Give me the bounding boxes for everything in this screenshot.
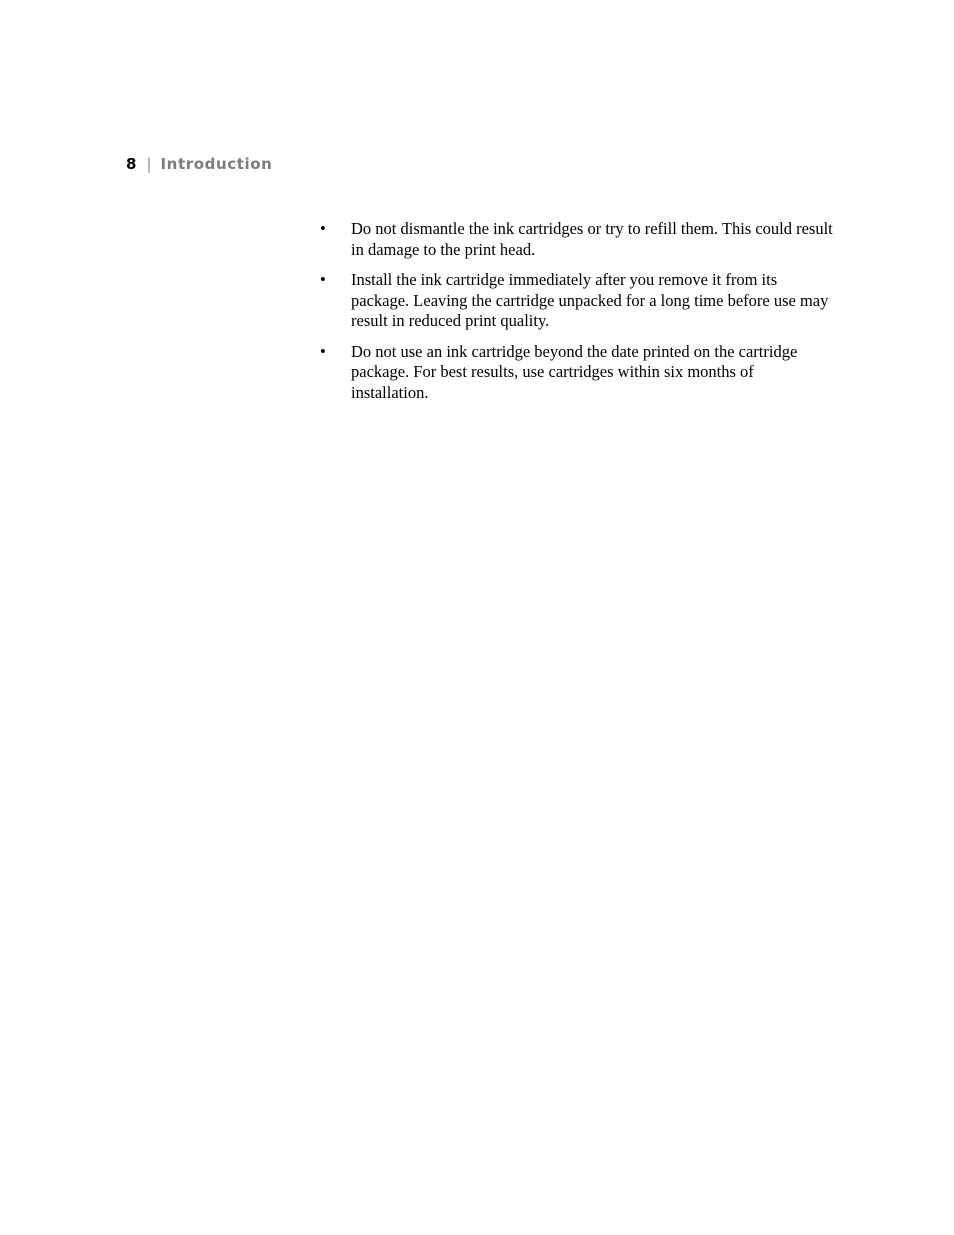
list-item	[320, 342, 835, 404]
list-item-text: Do not use an ink cartridge beyond the date printed on the cartridge package. For best results, use cartridges within six months of installation.	[351, 341, 798, 402]
precautions-list	[320, 219, 835, 413]
bullet-icon: •	[320, 219, 326, 238]
section-title: Introduction	[160, 155, 273, 173]
page-number: 8	[126, 155, 137, 173]
header-separator: |	[146, 155, 152, 173]
bullet-icon: •	[320, 341, 326, 361]
list-item	[320, 219, 835, 260]
bullet-icon: •	[320, 270, 326, 289]
list-item-text: Install the ink cartridge immediately after you remove it from its package. Leaving the cartridge unpacked for a long time before use may result in reduced print quality.	[351, 270, 829, 330]
running-header	[126, 154, 272, 174]
list-item	[320, 270, 835, 332]
list-item-text: Do not dismantle the ink cartridges or try to refill them. This could result in damage to the print head.	[351, 219, 833, 259]
